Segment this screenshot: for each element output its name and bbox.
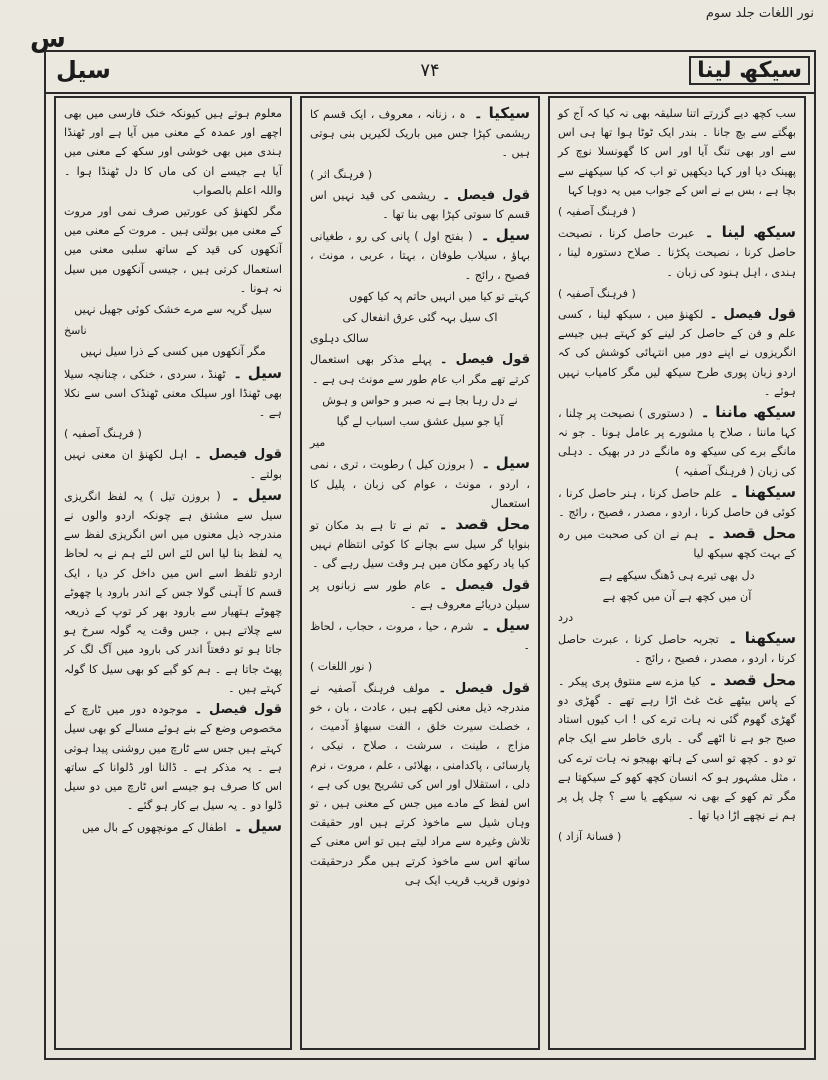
entry-text: تم نے تا ہے بد مکان تو بنوایا گر سیل سے بچانے کا کوئی انتظام نہیں کیا یاد رکھو مکان میں ہر وقت سیل رہے گی ۔ [310, 519, 530, 571]
verse-line: نے دل رہا بجا ہے نہ صبر و حواس و ہوش [322, 393, 518, 407]
entry-headword: قول فیصل ۔ [703, 307, 796, 323]
entry-headword: قول فیصل ۔ [431, 577, 530, 593]
dictionary-entry [558, 827, 796, 846]
entry-text: ریشمی کی قید نہیں اس قسم کا سوتی کپڑا بھی بنا تھا ۔ [310, 188, 530, 222]
dictionary-entry [558, 104, 796, 200]
dictionary-entry [310, 391, 530, 410]
verse-line: مگر آنکھوں میں کسی کے ذرا سیل نہیں [80, 345, 266, 359]
entry-text: مولف فرہنگ آصفیہ نے مندرجہ ذیل معنی لکھے ہیں ، عادت ، بان ، خو ، خصلت سیرت خلق ، الفت سبھاؤ آدمیت ، مزاج ، طینت ، سرشت ، صلاح ، نیکی ، پارسائی ، پاکدامنی ، بھلائی ، علم ، مروت ، نرم دلی ، استقلال اور اس کی تشریح یوں کی ہے ، اس لفظ کے مادے میں جس کے معنی ہیں ، تو وہاں شیل سے ماخوذ کرتے ہیں اور حقیقت تلاش وغیرہ سے مراد لیتے ہیں تو اس معنی کے ساتھ اس سے ماخوذ کرتے ہیں مگر درحقیقت دونوں قریب قریب ایک ہی [310, 681, 530, 887]
dictionary-entry [310, 186, 530, 224]
volume-note: نور اللغات جلد سوم [705, 6, 814, 21]
entry-headword: سیکھنا ۔ [720, 629, 796, 648]
entry-headword: محل قصد ۔ [430, 515, 530, 534]
dictionary-entry [310, 657, 530, 676]
column-middle [300, 96, 540, 1050]
dictionary-entry [558, 403, 796, 481]
entry-text: عام طور سے زبانوں پر سیلن دریائے معروف ہے ۔ [310, 578, 530, 611]
entry-headword: سیکھ ماننا ۔ [695, 403, 797, 422]
dictionary-entry [558, 483, 796, 522]
dictionary-entry [558, 629, 796, 668]
dictionary-entry [558, 223, 796, 282]
dictionary-entry [558, 305, 796, 401]
verse-line: دل بھی تیرے ہی ڈھنگ سیکھے ہے [599, 568, 755, 582]
header-first-word: سیکھ لینا [689, 56, 810, 85]
source-reference: ( فرہنگ آصفیہ ) [558, 286, 636, 300]
entry-headword: قول فیصل ۔ [435, 187, 531, 203]
page-number: ۷۴ [420, 60, 440, 81]
dictionary-entry [64, 104, 282, 200]
source-reference: ( فسانۂ آزاد ) [558, 830, 622, 844]
entry-text: مگر لکھنؤ کی عورتیں صرف نمی اور مروت کے معنی میں بولتی ہیں ۔ مروت کے معنی میں آنکھوں کی قید کے ساتھ سلبی معنی میں استعمال کرتی ہیں ، جیسی آنکھوں میں سیل نہ ہونا ۔ [64, 205, 282, 295]
entry-text: ( بروزن تیل ) یہ لفظ انگریزی سیل سے مشتق ہے چونکہ اردو والوں نے مندرجہ ذیل معنوں میں اس انگریزی لفظ سے یہ لفظ بنا لیا اس لئے اس لئے ہم نے بہ لحاظ اردو تلفظ اسے اس میں داخل کر دیا ، ایک قسم کا آہنی گولا جس کے اندر بارود یا چھوٹے چھوٹے ہتھیار سے بارود بھر کر توپ کے ذریعہ سے چلاتے ہیں ، جس وقت یہ گولہ سرخ ہو جاتا ہو تو دفعتاً اندر کی بارود میں آگ لگ کر پھٹ جاتا ہے ۔ ہم کو گیے کو بھی سیل کا گولہ کہتے ہیں ۔ [64, 489, 282, 695]
dictionary-entry [64, 342, 282, 361]
dictionary-entry [310, 287, 530, 306]
entry-headword: سیکھنا ۔ [723, 482, 796, 501]
entry-text: کیا مزے سے منتوق پری پیکر ۔ کے پاس بیٹھے غٹ غٹ اڑا رہے تھے ۔ گھڑی دو گھڑی گھوم گئی نہ ہات ترے کی ! اب کیوں استاد صبح جو ہے نا اٹھے گی ۔ باری خاطر سے ایک جام تو دو ۔ کچھ تو اسی کے ہاتھ بھیجو نہ ہات ترے کی ، مثل مشہور ہو کہ انسان کچھ کھو کے سیکھتا ہے مگر تم کھو کے بھی نہ سیکھے یا سے ؟ چل پل پر ہم نے نچھے اڑا دیا تھا ۔ [558, 674, 796, 823]
entry-headword: قول فیصل ۔ [187, 702, 282, 718]
section-letter: س [30, 24, 66, 54]
dictionary-entry [558, 202, 796, 221]
entry-headword: سیکیا ۔ [467, 104, 530, 122]
source-reference: ناسخ [64, 324, 87, 338]
dictionary-entry [558, 587, 796, 627]
dictionary-entry [558, 284, 796, 303]
source-reference: درد [558, 611, 574, 625]
source-reference: میر [310, 436, 326, 450]
dictionary-entry [310, 104, 530, 163]
source-reference: سالک دہلوی [310, 332, 369, 346]
entry-headword: قول فیصل ۔ [431, 352, 530, 368]
page-header [46, 52, 814, 94]
entry-text: کہتے تو کیا میں انہیں حاتم پہ کیا کھوں [349, 289, 530, 303]
dictionary-entry [558, 524, 796, 563]
verse-line: سیل گریہ سے مرے خشک کوئی جھیل نہیں [74, 303, 272, 317]
entry-text: ( بروزن کیل ) رطوبت ، تری ، نمی ، اردو ، مونث ، عوام کی زبان ، پلیل کا استعمال [310, 458, 530, 510]
entry-headword: قول فیصل ۔ [187, 447, 282, 463]
dictionary-entry [558, 671, 796, 826]
source-reference: ( نور اللغات ) [310, 660, 373, 674]
entry-text: ( بفتح اول ) پانی کی رو ، طغیانی بہاؤ ، سیلاب طوفان ، بہتا ، عربی ، مونث ، فصیح ، رائج ۔ [310, 230, 530, 282]
dictionary-entry [558, 566, 796, 585]
entry-text: ہم نے ان کی صحبت میں رہ کے بہت کچھ سیکھ لیا [558, 528, 796, 561]
dictionary-entry [64, 364, 282, 423]
entry-text: عبرت حاصل کرنا ، نصیحت حاصل کرنا ، نصیحت پکڑنا ۔ صلاح دستورہ لینا ، ہندی ، اہل ہنود کی زبان ۔ [558, 227, 796, 279]
entry-text: ٹھنڈ ، سردی ، خنکی ، چنانچہ سیلا بھی ٹھنڈا اور سیلک معنی ٹھنڈک اسی سے نکلا ہے ۔ [64, 367, 282, 420]
dictionary-entry [310, 412, 530, 452]
dictionary-entry [310, 350, 530, 388]
dictionary-entry [64, 424, 282, 443]
source-reference: ( فرہنگ اثر ) [310, 167, 373, 181]
entry-text: تجربہ حاصل کرنا ، عبرت حاصل کرنا ، اردو ، مصدر ، فصیح ، رائج ۔ [558, 633, 796, 666]
header-last-word: سیل [56, 56, 111, 84]
entry-text: سب کچھ دیے گزرتے اتنا سلیقہ بھی نہ کیا کہ آج کو بھگتے سے بچ جانا ۔ بندر ایک ٹوٹا ہوا تھا ہی اس سے اور بھی تنگ آیا اور اس کا گھونسلا نوچ کر پھینک دیا اور کہا دیکھیں تو اب کہ کیا سیکھنے سے بچا ہے ، بس بے نے اس کے جواب میں یہ دوہا کہا [558, 107, 796, 197]
dictionary-entry [310, 515, 530, 574]
dictionary-entry [310, 616, 530, 655]
entry-headword: سیل ۔ [475, 454, 530, 473]
entry-headword: سیل ۔ [475, 616, 530, 635]
dictionary-entry [64, 486, 282, 698]
dictionary-entry [310, 308, 530, 348]
entry-text: پہلے مذکر بھی استعمال کرتے تھے مگر اب عام طور سے مونث ہی ہے ۔ [310, 353, 530, 386]
entry-headword: سیل ۔ [227, 363, 282, 382]
entry-headword: قول فیصل ۔ [429, 680, 531, 696]
source-reference: ( فرہنگ آصفیہ ) [558, 205, 636, 219]
column-left [54, 96, 292, 1050]
dictionary-entry [310, 576, 530, 614]
entry-text: اہل لکھنؤ ان معنی نہیں بولتے ۔ [64, 448, 282, 481]
verse-line: اک سیل بہہ گئی عرق انفعال کی [342, 311, 498, 325]
entry-headword: سیل ۔ [474, 226, 530, 245]
verse-line: آیا جو سیل عشق سب اسباب لے گیا [336, 415, 504, 429]
entry-headword: محل قصد ۔ [700, 524, 796, 543]
entry-text: شرم ، حیا ، مروت ، حجاب ، لحاظ ۔ [310, 620, 530, 653]
dictionary-entry [310, 165, 530, 184]
dictionary-entry [64, 700, 282, 815]
entry-text: ( دستوری ) نصیحت پر چلنا ، کہا ماننا ، صلاح یا مشورے پر عامل ہونا ۔ جو نہ مانگے برے کی سیکھ وہ مانگے در در بھیک ۔ دہلی کی زبان ( فرہنگ آصفیہ ) [558, 407, 796, 478]
entry-headword: سیکھ لینا ۔ [696, 223, 797, 242]
verse-line: آن میں کچھ ہے آن میں کچھ ہے [602, 589, 752, 603]
dictionary-entry [310, 679, 530, 890]
dictionary-entry [64, 445, 282, 483]
entry-headword: سیل ۔ [228, 817, 282, 836]
dictionary-entry [310, 226, 530, 285]
source-reference: ( فرہنگ آصفیہ ) [64, 427, 142, 441]
entry-text: ہ ، زنانہ ، معروف ، ایک قسم کا ریشمی کپڑا جس میں باریک لکیریں بنی ہوتی ہیں ۔ [310, 108, 530, 160]
entry-text: معلوم ہوتے ہیں کیونکہ خنک فارسی میں بھی اچھے اور عمدہ کے معنی میں آیا ہے اور ٹھنڈا ہندی میں بھی خوشی اور سکھ کے معنی میں آیا ہے جیسے ان کی ماں کا دل ٹھنڈا ہوا ۔ واللہ اعلم بالصواب [64, 107, 282, 197]
entry-headword: سیل ۔ [222, 485, 282, 504]
entry-text: اطفال کے مونچھوں کے بال میں [81, 821, 227, 835]
entry-headword: محل قصد ۔ [702, 670, 796, 689]
dictionary-entry [64, 202, 282, 298]
entry-text: موجودہ دور میں ٹارچ کے مخصوص وضع کے بنے ہوئے مسالے کو بھی سیل کہتے ہیں جس سے ٹارچ میں روشنی پیدا ہوتی ہے ۔ یہ مذکر ہے ۔ ڈالنا اور ڈلوانا کے ساتھ اس کا صرف ہو جیسے اس ٹارچ میں دو سیل ڈلوا دو ۔ یہ سیل بے کار ہو گئے ۔ [64, 703, 282, 813]
dictionary-entry [64, 300, 282, 340]
column-right [548, 96, 806, 1050]
entry-text: لکھنؤ میں ، سیکھ لینا ، کسی علم و فن کے حاصل کر لینے کو کہتے ہیں جیسے انگریزوں نے اپنے دور میں انتہائی کوشش کی کہ اردو زبان پوری طرح سیکھ لیں مگر کامیاب نہیں ہوئے ۔ [558, 308, 796, 398]
entry-text: علم حاصل کرنا ، ہنر حاصل کرنا ، کوئی فن حاصل کرنا ، اردو ، مصدر ، فصیح ، رائج ۔ [558, 486, 796, 520]
dictionary-entry [64, 817, 282, 837]
dictionary-entry [310, 454, 530, 513]
page-frame [44, 50, 816, 1060]
